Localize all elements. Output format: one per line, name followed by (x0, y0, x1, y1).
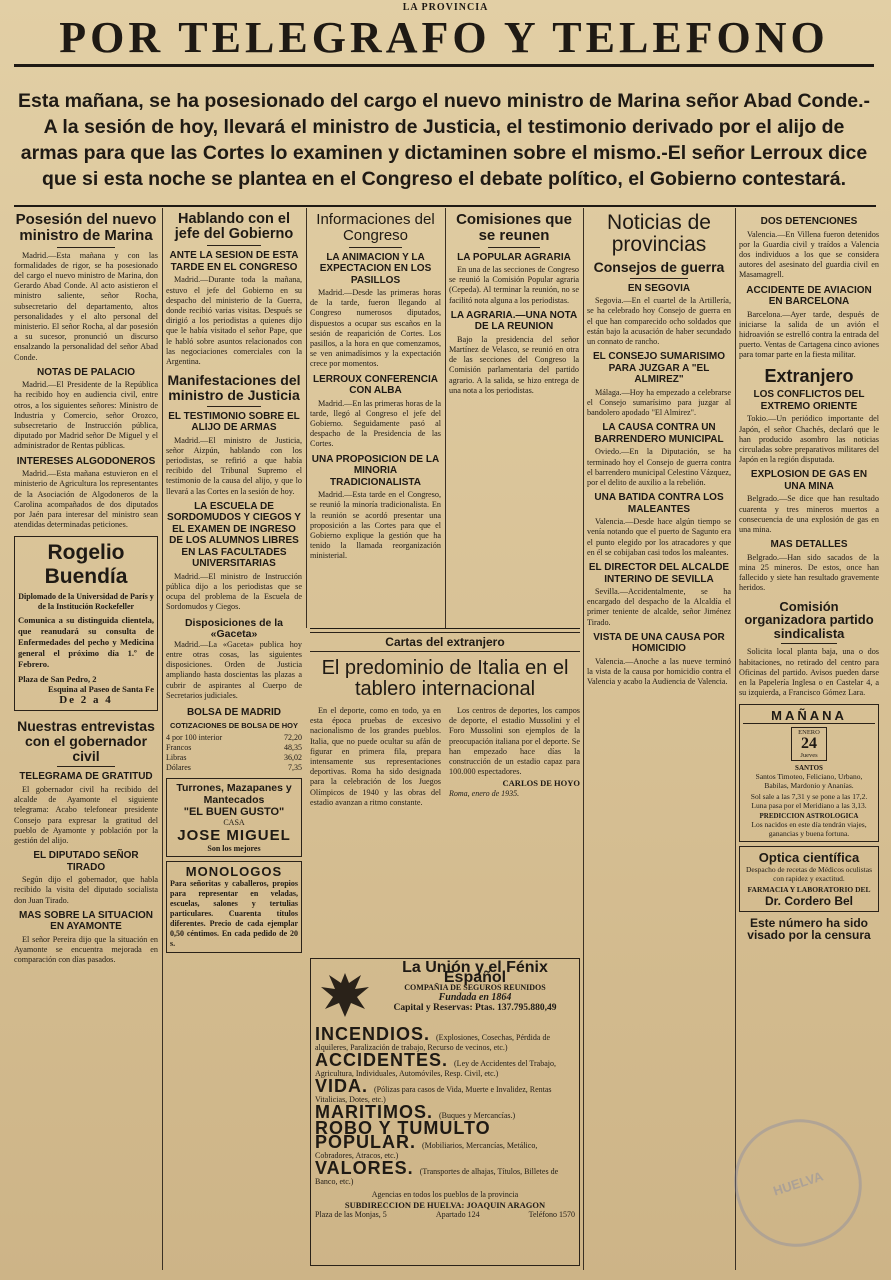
ad-hours: De 2 a 4 (59, 694, 113, 707)
subheading: UNA PROPOSICION DE LA MINORIA TRADICIONALISTA (311, 453, 440, 488)
ad-note: Son los mejores (207, 844, 261, 854)
subheading: INTERESES ALGODONEROS (16, 455, 156, 467)
subheading: LERROUX CONFERENCIA CON ALBA (312, 373, 438, 397)
almanac (739, 704, 879, 842)
ad-title: MONOLOGOS (185, 864, 283, 880)
bolsa-subtitle: COTIZACIONES DE BOLSA DE HOY (169, 721, 299, 731)
astro-heading: PREDICCION ASTROLOGICA (759, 811, 859, 820)
ad-address-2: Esquina al Paseo de Santa Fe (47, 684, 154, 695)
column-3 (310, 212, 441, 624)
subheading: LA POPULAR AGRARIA (457, 251, 571, 263)
paragraph: Madrid.—Esta mañana y con las formalidades de rigor, se ha posesionado del cargo el nuevo ministro de Marina, don Gerardo Abad Conde. Al acto asistieron el ministro saliente, señor Rocha, subsecretario del departamento, altos personalidades y el alto personal del ministerio. El señor Rocha, al dar posesión a su sucesor, pronunció un discurso ensalzando la personalidad del señor Abad Conde. (14, 250, 158, 362)
ad-text: Para señoritas y caballeros, propios para representar en veladas, escuelas, salones y tertulias particulares. Cuarenta títulos diferentes. Precio de cada ejemplar 0,50 céntimos. En cada pedido de 20 s. (170, 878, 298, 948)
subheading: EL TESTIMONIO SOBRE EL ALIJO DE ARMAS (168, 410, 300, 434)
insurance-line-name: MARITIMOS. (315, 1102, 439, 1122)
insurance-line-desc: (Mobiliarios, Mercancías, Metálico, Cobradores, Atracos, etc.) (315, 1141, 538, 1160)
insurance-line-name: INCENDIOS. (315, 1024, 437, 1044)
paragraph: Según dijo el gobernador, que habla recibido la visita del diputado socialista don Juan Tirado. (14, 875, 158, 905)
paragraph: Madrid.—Durante toda la mañana, estuvo el jefe del Gobierno en su despacho del ministerio de la Guerra, donde recibió varias visitas. Después se dirigió a los periodistas a quienes dijo que le había visitado el señor Pape, que le habló sobre asuntos relacionados con las negociaciones comerciales con la Argentina. (166, 275, 302, 367)
paragraph: Madrid.—El ministro de Instrucción pública dijo a los periodistas que se ocupa del problema de la Escuela de Sordomudos y Ciegos. (166, 571, 302, 612)
subheading: MAS DETALLES (770, 539, 848, 551)
calendar-card (791, 727, 827, 761)
article-title: Nuestras entrevistas con el gobernador civil (17, 718, 155, 764)
article-title: El predominio de Italia en el tablero internacional (321, 657, 569, 700)
bolsa-title: BOLSA DE MADRID (186, 706, 282, 718)
calendar-day: 24 (800, 734, 817, 752)
article-title: Consejos de guerra (593, 259, 725, 276)
ad-text: Comunica a su distinguida clientela, que reanudará su consulta de Enfermedades del pecho y Medicina general el próximo día 1.º de Febrero. (18, 615, 154, 670)
subheading: EL DIPUTADO SEÑOR TIRADO (33, 850, 139, 873)
column-divider (583, 208, 584, 1270)
subheading: VISTA DE UNA CAUSA POR HOMICIDIO (593, 631, 725, 655)
paragraph: Madrid.—Desde las primeras horas de la tarde, fueron llegando al Congreso numerosos diputados, dispuestos a ocupar sus escaños en la sesión de reaparición de Cortes. Los pasillos, a la hora en que comenzamos, se ven animadísimos y la expectación crece por momentos. (310, 288, 441, 369)
turrones-ad (166, 778, 302, 857)
signature: CARLOS DE HOYO (502, 778, 580, 789)
paragraph: Madrid.—El Presidente de la República ha recibido hoy en audiencia civil, entre otros, a los siguientes señores: Ministro de Industria y Comercio, señor Orozco, subsecretario de Instrucción pública, diputado por Madrid señor De Miguel y el administrador de Rentas públicas. (14, 380, 158, 451)
censorship-note: Este número ha sido visado por la censura (747, 915, 871, 943)
bolsa-label: Libras (166, 753, 187, 763)
article-title: Manifestaciones del ministro de Justicia (167, 372, 301, 403)
subheading: ANTE LA SESION DE ESTA TARDE EN EL CONGRESO (169, 250, 299, 273)
subheading: UNA BATIDA CONTRA LOS MALEANTES (594, 492, 724, 515)
ad-brand: "EL BUEN GUSTO" (183, 806, 285, 819)
moon-text: Luna pasa por el Meridiano a las 3,13. (751, 800, 867, 810)
paragraph: Madrid.—Esta mañana estuvieron en el ministerio de Agricultura los representantes de la Asociación de Algodoneros de la Carolina acompañados de dos diputados por Jaén para interesar del ministro sean atendidas determinadas peticiones. (14, 469, 158, 530)
paragraph: Málaga.—Hoy ha empezado a celebrarse el Consejo sumarísimo para juzgar al bandolero apodado "El Almirez". (587, 387, 731, 418)
subheading: LA ANIMACION Y LA EXPECTACION EN LOS PASILLOS (319, 251, 432, 286)
monologos-ad (166, 861, 302, 953)
ad-title: Optica científica (758, 849, 860, 865)
article-kicker: Cartas del extranjero (310, 632, 580, 652)
insurance-line-desc: (Ley de Accidentes del Trabajo, Agricultura, Individuales, Automóviles, Resp. Civil, etc.) (315, 1059, 556, 1078)
bolsa-row (166, 753, 302, 763)
section-banner: LA PROVINCIA (402, 2, 489, 13)
column-divider (445, 208, 446, 628)
article-title: Hablando con el jefe del Gobierno (174, 212, 294, 243)
article-title: Informaciones del Congreso (316, 212, 435, 244)
optica-ad (739, 846, 879, 912)
paragraph: Barcelona.—Ayer tarde, después de iniciarse la salida de un avión el hidroavión se estrelló contra la entrada del puerto. Ventas de Cartagena cinco aviones para tomar parte en la fiesta militar. (739, 309, 879, 360)
paragraph: Valencia.—Anoche a las nueve terminó la vista de la causa por homicidio contra el Valencia y acabo la Audiencia de Valencia. (587, 656, 731, 687)
paragraph: Bajo la presidencia del señor Martínez de Velasco, se reunió en otra de las secciones del Congreso la Comisión parlamentaria del partido agrario. A la salida, se hizo entrega de una nota a los periodistas. (449, 334, 579, 395)
paragraph: Segovia.—En el cuartel de la Artillería, se ha celebrado hoy Consejo de guerra en el que han comparecido ocho soldados que están bajo la acusación de haber secundado un connato de rancho. (587, 296, 731, 347)
article-title: Posesión del nuevo ministro de Marina (15, 212, 157, 244)
insurance-line-desc: (Buques y Mercancías.) (439, 1111, 516, 1120)
paragraph: Sevilla.—Accidentalmente, se ha encargado del despacho de la Alcaldía el primer teniente de alcalde, señor Jiménez Tirado. (587, 587, 731, 627)
insurance-lines (315, 1024, 575, 1187)
library-stamp: HUELVA (719, 1104, 878, 1263)
insurance-line-desc: (Transportes de alhajas, Títulos, Billetes de Banco, etc.) (315, 1167, 559, 1186)
calendar-month: ENERO (798, 728, 820, 736)
subheading: MAS SOBRE LA SITUACION EN AYAMONTE (18, 909, 154, 933)
bolsa-value: 48,35 (284, 743, 302, 753)
paragraph: Valencia.—Desde hace algún tiempo se venía notando que el puerto de Sagunto era el punto elegido por los atracadores y que en él se cobijaban casi todos los maleantes. (587, 517, 731, 557)
bolsa-label: Francos (166, 743, 192, 753)
ad-box: Apartado 124 (435, 1210, 480, 1219)
insurance-line-name: ROBO Y TUMULTO POPULAR. (315, 1118, 491, 1152)
subheading: EN SEGOVIA (627, 282, 691, 294)
article-title: Comisiones que se reunen (456, 212, 572, 244)
insurance-line-name: ACCIDENTES. (315, 1050, 455, 1070)
column-divider (162, 208, 163, 1270)
ad-address: Plaza de San Pedro, 2 (18, 674, 97, 685)
bolsa-value: 72,20 (284, 733, 302, 743)
paragraph: Madrid.—La «Gaceta» publica hoy entre otras cosas, las siguientes disposiciones. Orden de Justicia ampliando hasta doscientas las plazas a cubrir de aspirantes al Cuerpo de Secretarios judiciales. (166, 639, 302, 700)
ad-subdirection: SUBDIRECCION DE HUELVA: JOAQUIN ARAGON (344, 1200, 546, 1210)
column-divider (735, 208, 736, 1270)
ad-text: Despacho de recetas de Médicos oculistas con rapidez y exactitud. (746, 864, 872, 883)
column-6 (739, 212, 879, 1270)
almanac-title: MAÑANA (743, 708, 875, 724)
insurance-line-desc: (Explosiones, Cosechas, Pérdida de alquileres, Paralización de trabajo, Recurso de vecinos, etc.) (315, 1033, 550, 1052)
subheading: LA ESCUELA DE SORDOMUDOS Y CIEGOS Y EL EXAMEN DE INGRESO DE LOS ALUMNOS LIBRES EN LAS FACULTADES UNIVERSITARIAS (167, 500, 301, 570)
paragraph: En el deporte, como en todo, ya en esta época pruebas de excesivo nacionalismo de los grandes pueblos. Italia, que no puede ocultar su afán de figurar en primera fila, prepara intensamente sus representaciones deportivas. Roma ha sido designada para la celebración de los Juegos Olímpicos de 1940 y las obras del estadio avanzan a ritmo constante. (310, 706, 441, 807)
insurance-line-desc: (Pólizas para casos de Vida, Muerte e Invalidez, Rentas Vitalicias, Dotes, etc.) (315, 1085, 552, 1104)
paragraph: El señor Pereira dijo que la situación en Ayamonte se encuentra mejorada en comparación con días pasados. (14, 934, 158, 965)
subheading: NOTAS DE PALACIO (37, 366, 135, 378)
ad-name: Rogelio Buendía (44, 541, 128, 589)
paragraph: Solicita local planta baja, una o dos habitaciones, no retirado del centro para Oficinas del partido. Avisos pueden darse en la Papelería Inglesa o en Castelar 4, a su izquierda, a Francisco Gómez Lara. (739, 647, 879, 698)
column-divider (306, 208, 307, 628)
ad-subtitle: Diplomado de la Universidad de París y de la Institución Rockefeller (18, 592, 154, 612)
subheading: ACCIDENTE DE AVIACION EN BARCELONA (746, 284, 872, 308)
insurance-ad (310, 958, 580, 1266)
column-5 (587, 212, 731, 1270)
divider (310, 628, 580, 629)
bolsa-table (166, 733, 302, 773)
page-title: POR TELEGRAFO Y TELEFONO (14, 12, 874, 67)
bolsa-value: 7,35 (288, 763, 302, 773)
subheading: LA AGRARIA.—UNA NOTA DE LA REUNION (450, 309, 578, 333)
insurance-line (315, 1158, 575, 1187)
subheading: EL CONSEJO SUMARISIMO PARA JUZGAR A "EL ALMIREZ" (592, 351, 726, 386)
dateline: Roma, enero de 1935. (449, 788, 520, 798)
paragraph: Madrid.—En las primeras horas de la tarde, llegó al Congreso el jefe del Gobierno. Seguidamente pasó al despacho de la Presidencia de las Cortes. (310, 398, 441, 449)
article-title: Disposiciones de la «Gaceta» (184, 616, 284, 640)
subheading: EL DIRECTOR DEL ALCALDE INTERINO DE SEVILLA (588, 562, 730, 585)
paragraph: Belgrado.—Se dice que han resultado cuarenta y tres mineros muertos a consecuencia de una explosión de gas en una mina. (739, 494, 879, 535)
subheading: LA CAUSA CONTRA UN BARRENDERO MUNICIPAL (594, 422, 724, 445)
section-title: Noticias de provincias (607, 212, 711, 257)
subheading: TELEGRAMA DE GRATITUD (19, 771, 153, 783)
article-title: Comisión organizadora partido sindicalista (744, 598, 874, 641)
paragraph: En una de las secciones de Congreso se reunió la Comisión Popular agraria (Cepeda). Al terminar la reunión, no se facilitó nota alguna a los periodistas. (449, 265, 579, 305)
astro-text: Los nacidos en este día tendrán viajes, ganancias y buena fortuna. (751, 819, 867, 838)
paragraph: Tokio.—Un periódico importante del Japón, el señor Chachés, declaró que le han producido asombro las noticias circuladas sobre preparativos militares del Japón en la región disputada. (739, 414, 879, 465)
ad-name: JOSE MIGUEL (177, 827, 291, 845)
ad-casa: CASA (223, 818, 245, 828)
subheading: LOS CONFLICTOS DEL EXTREMO ORIENTE (753, 389, 865, 412)
subheading: DOS DETENCIONES (760, 216, 858, 227)
paragraph: Madrid.—El ministro de Justicia, señor Aizpún, hablando con los periodistas, se refirió a que había recibido del Tribunal Supremo el testimonio de la causa del alijo, y que lo llevará a las Cortes en la sesión de hoy. (166, 435, 302, 496)
bolsa-row (166, 763, 302, 773)
paragraph: Oviedo.—En la Diputación, se ha terminado hoy el Consejo de guerra contra el barrendero municipal Celestino Vázquez, por el delito de auxilio a la rebelión. (587, 447, 731, 488)
ad-address: Plaza de las Monjas, 5 (315, 1210, 387, 1219)
section-title: Extranjero (764, 365, 854, 386)
saints-heading: SANTOS (795, 763, 823, 772)
bolsa-label: 4 por 100 interior (166, 733, 223, 743)
eagle-icon (315, 965, 375, 1025)
ad-farmacia: FARMACIA Y LABORATORIO DEL (747, 884, 871, 894)
insurance-line-name: VALORES. (315, 1158, 420, 1178)
column-2 (166, 212, 302, 1270)
ad-phone: Teléfono 1570 (528, 1210, 575, 1219)
paragraph: Valencia.—En Villena fueron detenidos por la Guardia civil y traídos a Valencia dos individuos a los que se considera autores del asesinato del guardia civil en Masamagrell. (739, 229, 879, 280)
ad-agencies: Agencias en todos los pueblos de la provincia (371, 1190, 519, 1199)
article-body (14, 251, 158, 363)
bolsa-value: 36,02 (284, 753, 302, 763)
subheading: EXPLOSION DE GAS EN UNA MINA (750, 469, 868, 492)
ad-capital: Capital y Reservas: Ptas. 137.795.880,49 (393, 1003, 557, 1013)
ad-founded: Fundada en 1864 (438, 992, 512, 1003)
divider (14, 205, 876, 207)
ad-title: La Unión y el Fénix Español (402, 959, 548, 986)
paragraph: Belgrado.—Han sido sacados de la mina 25 mineros. De estos, once han fallecido y siete han resultado gravemente heridos. (739, 552, 879, 593)
ad-doctor: Dr. Cordero Bel (764, 893, 854, 908)
lead-headline: Esta mañana, se ha posesionado del cargo el nuevo ministro de Marina señor Abad Conde.-A la sesión de hoy, llevará el ministro de Justicia, el testimonio derivado por el alijo de armas para que las Cortes lo examinen y dictaminen sobre el mismo.-El señor Lerroux dice que si esta noche se plantea en el Congreso el debate político, el Gobierno contestará. (17, 90, 871, 190)
insurance-line-name: VIDA. (315, 1076, 375, 1096)
calendar-weekday: Jueves (800, 751, 818, 759)
paragraph: Madrid.—Esta tarde en el Congreso, se reunió la minoría tradicionalista. En la reunión se acordó presentar una proposición a las Cortes para que el Gobierno explique la gestión que ha tenido la llamada reorganización ministerial. (310, 490, 441, 561)
column-4 (449, 212, 579, 624)
ad-title: Turrones, Mazapanes y Mantecados (176, 782, 292, 807)
doctor-ad (14, 536, 158, 711)
paragraph: El gobernador civil ha recibido del alcalde de Ayamonte el siguiente telegrama: Acabo telefonear presidente Consejo para expresar la gratitud del pueblo de Ayamonte y población por la gestión del alijo. (14, 784, 158, 845)
ad-subtitle: COMPAÑIA DE SEGUROS REUNIDOS (404, 983, 546, 992)
cartas-article (310, 632, 580, 952)
bolsa-row (166, 733, 302, 743)
insurance-line (315, 1118, 575, 1161)
paragraph: Los centros de deportes, los campos de deporte, el estadio Mussolini y el Foro Mussolini son ejemplos de la preocupación italiana por el deporte. Se han empezado hace días la construcción de un estadio capaz para 100.000 espectadores. (449, 706, 580, 777)
sun-text: Sol sale a las 7,31 y se pone a las 17,2. (750, 791, 868, 801)
saints-text: Santos Timoteo, Feliciano, Urbano, Babilas, Mardonio y Ananías. (755, 771, 863, 790)
bolsa-row (166, 743, 302, 753)
column-1 (14, 212, 158, 1270)
bolsa-label: Dólares (166, 763, 191, 773)
